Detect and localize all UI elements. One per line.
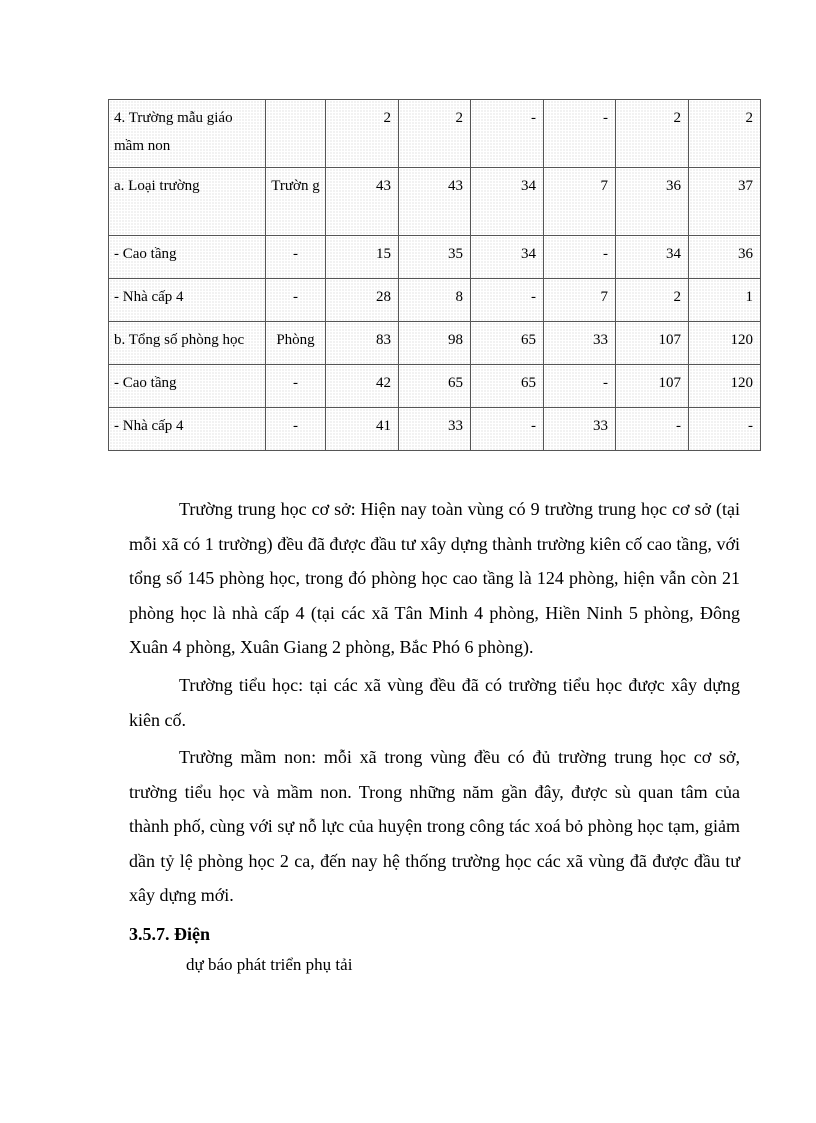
value-cell-text: 107 bbox=[658, 332, 681, 348]
value-cell bbox=[689, 236, 761, 279]
value-cell bbox=[544, 408, 616, 451]
value-cell bbox=[689, 279, 761, 322]
value-cell-text: 35 bbox=[448, 246, 463, 262]
value-cell-text: 34 bbox=[666, 246, 681, 262]
value-cell bbox=[616, 100, 689, 168]
value-cell-text: 2 bbox=[673, 289, 681, 305]
value-cell bbox=[689, 168, 761, 236]
row-label-cell bbox=[109, 365, 266, 408]
paragraph-primary-schools bbox=[129, 668, 740, 737]
unit-cell bbox=[266, 236, 326, 279]
table-row bbox=[109, 408, 761, 451]
value-cell bbox=[326, 168, 399, 236]
value-cell-text: 107 bbox=[658, 375, 681, 391]
value-cell bbox=[544, 279, 616, 322]
value-cell-text: 65 bbox=[448, 375, 463, 391]
value-cell bbox=[326, 236, 399, 279]
value-cell-text: 2 bbox=[745, 110, 753, 126]
value-cell bbox=[544, 100, 616, 168]
value-cell-text: 43 bbox=[448, 178, 463, 194]
unit-cell-text: Phòng bbox=[276, 332, 315, 348]
value-cell-text: 34 bbox=[521, 246, 536, 262]
value-cell bbox=[689, 408, 761, 451]
row-label-cell bbox=[109, 236, 266, 279]
value-cell bbox=[471, 168, 544, 236]
table-row bbox=[109, 365, 761, 408]
unit-cell-text bbox=[266, 100, 325, 104]
value-cell bbox=[471, 236, 544, 279]
row-label-cell-text: 4. Trường mẫu giáo mầm non bbox=[114, 110, 233, 154]
value-cell bbox=[689, 100, 761, 168]
value-cell-text: 36 bbox=[666, 178, 681, 194]
row-label-cell-text: b. Tổng số phòng học bbox=[114, 332, 245, 348]
value-cell-text: 98 bbox=[448, 332, 463, 348]
table-row bbox=[109, 322, 761, 365]
value-cell bbox=[544, 168, 616, 236]
value-cell bbox=[689, 322, 761, 365]
value-cell bbox=[326, 279, 399, 322]
value-cell bbox=[399, 365, 471, 408]
row-label-cell bbox=[109, 168, 266, 236]
row-label-cell-text: a. Loại trường bbox=[114, 178, 200, 194]
unit-cell bbox=[266, 279, 326, 322]
table-row bbox=[109, 236, 761, 279]
value-cell bbox=[471, 279, 544, 322]
value-cell bbox=[399, 279, 471, 322]
row-label-cell-text: - Nhà cấp 4 bbox=[114, 289, 184, 305]
value-cell-text: 2 bbox=[673, 110, 681, 126]
value-cell-text: 65 bbox=[521, 332, 536, 348]
value-cell bbox=[399, 408, 471, 451]
value-cell-text: - bbox=[676, 418, 681, 434]
paragraph-text: Trường tiểu học: tại các xã vùng đều đã có trường tiểu học được xây dựng kiên cố. bbox=[129, 675, 740, 730]
value-cell-text: 2 bbox=[455, 110, 463, 126]
table-body bbox=[109, 100, 761, 451]
value-cell-text: - bbox=[531, 418, 536, 434]
value-cell-text: 34 bbox=[521, 178, 536, 194]
value-cell-text: 42 bbox=[376, 375, 391, 391]
value-cell bbox=[399, 100, 471, 168]
value-cell bbox=[471, 100, 544, 168]
row-label-cell bbox=[109, 279, 266, 322]
unit-cell bbox=[266, 365, 326, 408]
value-cell bbox=[616, 408, 689, 451]
unit-cell-text: - bbox=[293, 246, 298, 262]
value-cell bbox=[689, 365, 761, 408]
value-cell-text: 65 bbox=[521, 375, 536, 391]
value-cell bbox=[326, 322, 399, 365]
value-cell bbox=[399, 236, 471, 279]
value-cell-text: 33 bbox=[448, 418, 463, 434]
row-label-cell bbox=[109, 322, 266, 365]
value-cell-text: 15 bbox=[376, 246, 391, 262]
value-cell-text: - bbox=[603, 110, 608, 126]
value-cell-text: - bbox=[603, 375, 608, 391]
value-cell-text: 37 bbox=[738, 178, 753, 194]
unit-cell bbox=[266, 322, 326, 365]
unit-cell-text: - bbox=[293, 289, 298, 305]
row-label-cell-text: - Nhà cấp 4 bbox=[114, 418, 184, 434]
value-cell bbox=[399, 322, 471, 365]
value-cell-text: 7 bbox=[600, 289, 608, 305]
row-label-cell-text: - Cao tầng bbox=[114, 375, 177, 391]
value-cell-text: 83 bbox=[376, 332, 391, 348]
value-cell bbox=[544, 236, 616, 279]
value-cell-text: 33 bbox=[593, 418, 608, 434]
value-cell-text: - bbox=[531, 110, 536, 126]
value-cell-text: 7 bbox=[600, 178, 608, 194]
value-cell bbox=[544, 365, 616, 408]
paragraph-text: Trường mầm non: mỗi xã trong vùng đều có đủ trường trung học cơ sở, trường tiểu học và mầm non. Trong những năm gần đây, được sù quan tâm của thành phố, cùng với sự nỗ lực của huyện trong công tác xoá bỏ phòng học tạm, giảm dần tỷ lệ phòng học 2 ca, đến nay hệ thống trường học các xã vùng đã được đầu tư xây dựng mới. bbox=[129, 747, 740, 906]
value-cell bbox=[616, 365, 689, 408]
row-label-cell bbox=[109, 408, 266, 451]
value-cell-text: - bbox=[748, 418, 753, 434]
value-cell bbox=[326, 365, 399, 408]
unit-cell-text: - bbox=[293, 375, 298, 391]
paragraph-kindergartens bbox=[129, 740, 740, 913]
value-cell-text: 1 bbox=[745, 289, 753, 305]
row-label-cell-text: - Cao tầng bbox=[114, 246, 177, 262]
value-cell bbox=[471, 408, 544, 451]
value-cell-text: 120 bbox=[730, 332, 753, 348]
paragraph-secondary-schools bbox=[129, 492, 740, 665]
value-cell bbox=[616, 168, 689, 236]
value-cell bbox=[399, 168, 471, 236]
unit-cell bbox=[266, 100, 326, 168]
table-row bbox=[109, 279, 761, 322]
unit-cell bbox=[266, 408, 326, 451]
unit-cell-text: - bbox=[293, 418, 298, 434]
value-cell bbox=[544, 322, 616, 365]
unit-cell-text: Trườn g bbox=[271, 178, 320, 194]
section-subheading: dự báo phát triển phụ tải bbox=[186, 955, 353, 974]
value-cell bbox=[326, 408, 399, 451]
value-cell-text: 33 bbox=[593, 332, 608, 348]
value-cell-text: 36 bbox=[738, 246, 753, 262]
value-cell-text: - bbox=[603, 246, 608, 262]
value-cell-text: - bbox=[531, 289, 536, 305]
paragraph-text: Trường trung học cơ sở: Hiện nay toàn vùng có 9 trường trung học cơ sở (tại mỗi xã có 1 trường) đều đã được đầu tư xây dựng thành trường kiên cố cao tầng, với tổng số 145 phòng học, trong đó phòng học cao tầng là 124 phòng, hiện vẫn còn 21 phòng học là nhà cấp 4 (tại các xã Tân Minh 4 phòng, Hiền Ninh 5 phòng, Đông Xuân 4 phòng, Xuân Giang 2 phòng, Bắc Phó 6 phòng). bbox=[129, 499, 740, 658]
unit-cell bbox=[266, 168, 326, 236]
value-cell-text: 28 bbox=[376, 289, 391, 305]
value-cell bbox=[471, 365, 544, 408]
table-row bbox=[109, 100, 761, 168]
statistics-table bbox=[108, 99, 761, 451]
table-row bbox=[109, 168, 761, 236]
value-cell-text: 2 bbox=[383, 110, 391, 126]
value-cell bbox=[616, 236, 689, 279]
row-label-cell bbox=[109, 100, 266, 168]
value-cell bbox=[326, 100, 399, 168]
value-cell bbox=[616, 279, 689, 322]
value-cell-text: 120 bbox=[730, 375, 753, 391]
section-heading: 3.5.7. Điện bbox=[129, 924, 210, 944]
value-cell-text: 43 bbox=[376, 178, 391, 194]
value-cell-text: 41 bbox=[376, 418, 391, 434]
value-cell bbox=[616, 322, 689, 365]
value-cell bbox=[471, 322, 544, 365]
value-cell-text: 8 bbox=[455, 289, 463, 305]
